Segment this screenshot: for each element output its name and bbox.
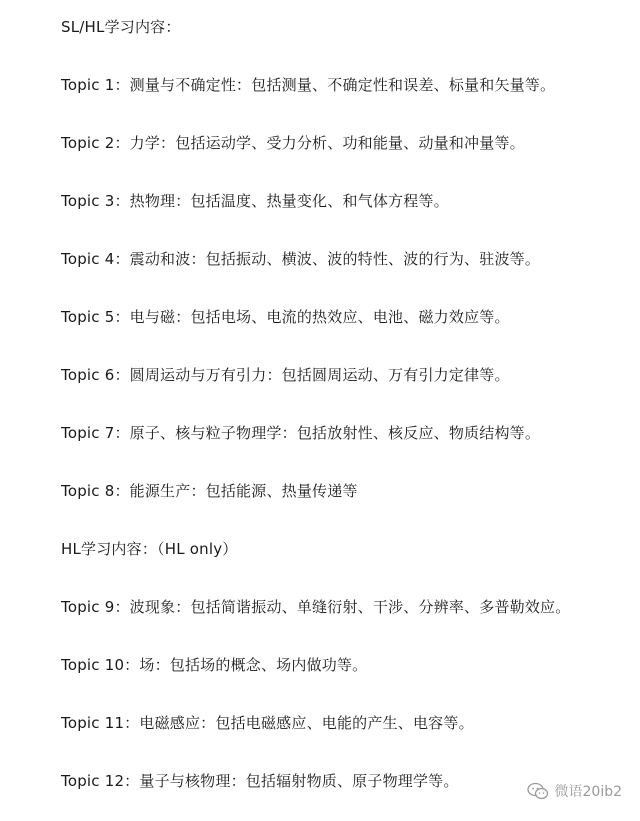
watermark-text: 微语20ib2 — [554, 784, 622, 800]
heading-hl-only: HL学习内容：（HL only） — [61, 540, 238, 558]
topic-7-line: Topic 7：原子、核与粒子物理学：包括放射性、核反应、物质结构等。 — [61, 424, 541, 442]
watermark — [527, 781, 623, 801]
topic-6-line: Topic 6：圆周运动与万有引力：包括圆周运动、万有引力定律等。 — [61, 366, 510, 384]
topic-8-line: Topic 8：能源生产：包括能源、热量传递等 — [61, 482, 358, 500]
heading-sl-hl: SL/HL学习内容： — [61, 18, 181, 36]
topic-5-line: Topic 5：电与磁：包括电场、电流的热效应、电池、磁力效应等。 — [61, 308, 510, 326]
topic-9-line: Topic 9：波现象：包括简谐振动、单缝衍射、干涉、分辨率、多普勒效应。 — [61, 598, 571, 616]
topic-11-line: Topic 11：电磁感应：包括电磁感应、电能的产生、电容等。 — [61, 714, 474, 732]
topic-12-line: Topic 12：量子与核物理：包括辐射物质、原子物理学等。 — [61, 772, 459, 790]
wechat-icon — [527, 782, 549, 800]
topic-4-line: Topic 4：震动和波：包括振动、横波、波的特性、波的行为、驻波等。 — [61, 250, 541, 268]
topic-10-line: Topic 10：场：包括场的概念、场内做功等。 — [61, 656, 368, 674]
topic-3-line: Topic 3：热物理：包括温度、热量变化、和气体方程等。 — [61, 192, 449, 210]
topic-2-line: Topic 2：力学：包括运动学、受力分析、功和能量、动量和冲量等。 — [61, 134, 525, 152]
topic-1-line: Topic 1：测量与不确定性：包括测量、不确定性和误差、标量和矢量等。 — [61, 76, 556, 94]
